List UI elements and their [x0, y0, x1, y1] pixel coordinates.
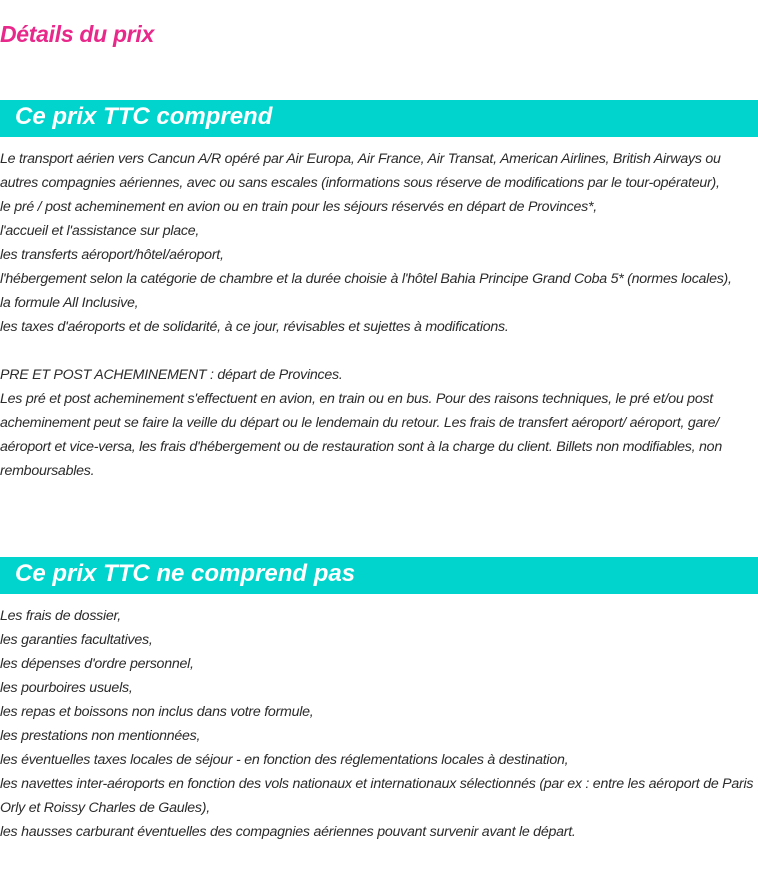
included-list — [0, 147, 756, 483]
included-section-header — [0, 100, 758, 137]
excluded-section-title: Ce prix TTC ne comprend pas — [15, 560, 356, 587]
list-item: Le transport aérien vers Cancun A/R opéré par Air Europa, Air France, Air Transat, American Airlines, British Airways ou autres compagnies aériennes, avec ou sans escales (informations sous réserve de modifications par le tour-opérateur), — [0, 151, 721, 191]
transfer-note-title: PRE ET POST ACHEMINEMENT : départ de Provinces. — [0, 367, 343, 383]
excluded-section-header — [0, 557, 758, 594]
list-item: les éventuelles taxes locales de séjour - en fonction des réglementations locales à destination, — [0, 752, 569, 768]
included-section-title: Ce prix TTC comprend — [15, 103, 273, 130]
list-item: les dépenses d'ordre personnel, — [0, 656, 194, 672]
transfer-note-text: Les pré et post acheminement s'effectuent en avion, en train ou en bus. Pour des raisons techniques, le pré et/ou post acheminement peut se faire la veille du départ ou le lendemain du retour. Les frais de transfert aéroport/ aéroport, gare/ aéroport et vice-versa, les frais d'hébergement ou de restauration sont à la charge du client. Billets non modifiables, non remboursables. — [0, 391, 722, 479]
list-item: les hausses carburant éventuelles des compagnies aériennes pouvant survenir avant le départ. — [0, 824, 576, 840]
list-item: les repas et boissons non inclus dans votre formule, — [0, 704, 314, 720]
list-item: l'hébergement selon la catégorie de chambre et la durée choisie à l'hôtel Bahia Principe Grand Coba 5* (normes locales), — [0, 271, 732, 287]
excluded-list — [0, 604, 756, 844]
list-item: les taxes d'aéroports et de solidarité, à ce jour, révisables et sujettes à modifications. — [0, 319, 509, 335]
list-item: le pré / post acheminement en avion ou en train pour les séjours réservés en départ de Provinces*, — [0, 199, 597, 215]
list-item: les navettes inter-aéroports en fonction des vols nationaux et internationaux sélectionnés (par ex : entre les aéroport de Paris Orly et Roissy Charles de Gaules), — [0, 776, 754, 816]
list-item: les pourboires usuels, — [0, 680, 133, 696]
list-item: l'accueil et l'assistance sur place, — [0, 223, 200, 239]
list-item: la formule All Inclusive, — [0, 295, 139, 311]
list-item: les prestations non mentionnées, — [0, 728, 201, 744]
list-item: Les frais de dossier, — [0, 608, 121, 624]
page-title: Détails du prix — [0, 21, 154, 47]
list-item: les garanties facultatives, — [0, 632, 153, 648]
list-item: les transferts aéroport/hôtel/aéroport, — [0, 247, 224, 263]
